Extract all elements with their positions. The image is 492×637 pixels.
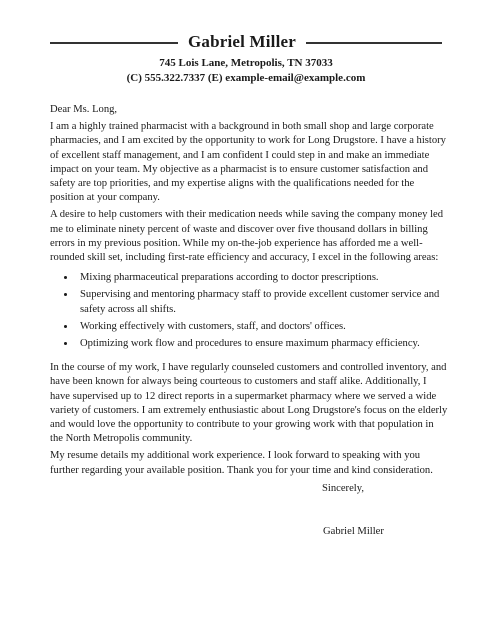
list-item: • Mixing pharmaceutical preparations according to doctor prescriptions. — [76, 271, 448, 285]
closing: Sincerely, — [322, 482, 364, 494]
list-item: • Supervising and mentoring pharmacy staff to provide excellent customer service and safety across all shifts. — [76, 288, 448, 316]
paragraph-experience: A desire to help customers with their medication needs while saving the company money led me to eliminate ninety percent of waste and discover over five thousand dollars in billing errors in my previous position. While my on-the-job experience has afforded me a well-rounded skill set, including first-rate efficiency and accuracy, I excel in the following areas: — [50, 209, 444, 264]
paragraph-intro: I am a highly trained pharmacist with a background in both small shop and large corporate pharmacies, and I am excited by the opportunity to work for Long Drugstore. I have a history of excellent staff management, and I am confident I could step in and make an immediate impact on your team. My objective as a pharmacist is to ensure customer satisfaction and safety are top priorities, and my expertise aligns with the qualifications needed for the position at your company. — [50, 121, 446, 204]
paragraph-closing: My resume details my additional work experience. I look forward to speaking with you further regarding your available position. Thank you for your time and kind consideration. — [50, 450, 433, 476]
sender-name: Gabriel Miller — [187, 32, 297, 51]
sender-address: 745 Lois Lane, Metropolis, TN 37033 — [159, 57, 333, 69]
letter-header — [0, 28, 492, 58]
header-rule-right — [306, 42, 442, 44]
skills-list — [50, 271, 448, 351]
signature-name: Gabriel Miller — [323, 526, 384, 538]
list-item: • Working effectively with customers, staff, and doctors' offices. — [76, 320, 448, 334]
salutation: Dear Ms. Long, — [50, 104, 118, 115]
list-item: • Optimizing work flow and procedures to ensure maximum pharmacy efficiency. — [76, 337, 448, 351]
letter-body — [50, 103, 448, 539]
header-rule-left — [50, 42, 178, 44]
paragraph-counseling: In the course of my work, I have regularly counseled customers and controlled inventory, and have been known for always being courteous to customers and staff alike. Additionally, I have supervised up to 12 direct reports in a supermarket pharmacy where we served a wide variety of customers. I am extremely enthusiastic about Long Drugstore's focus on the elderly and would love the opportunity to contribute to your growing work with that population in the North Metropolis community. — [50, 362, 448, 445]
sender-contact: (C) 555.322.7337 (E) example-email@example.com — [126, 72, 366, 84]
